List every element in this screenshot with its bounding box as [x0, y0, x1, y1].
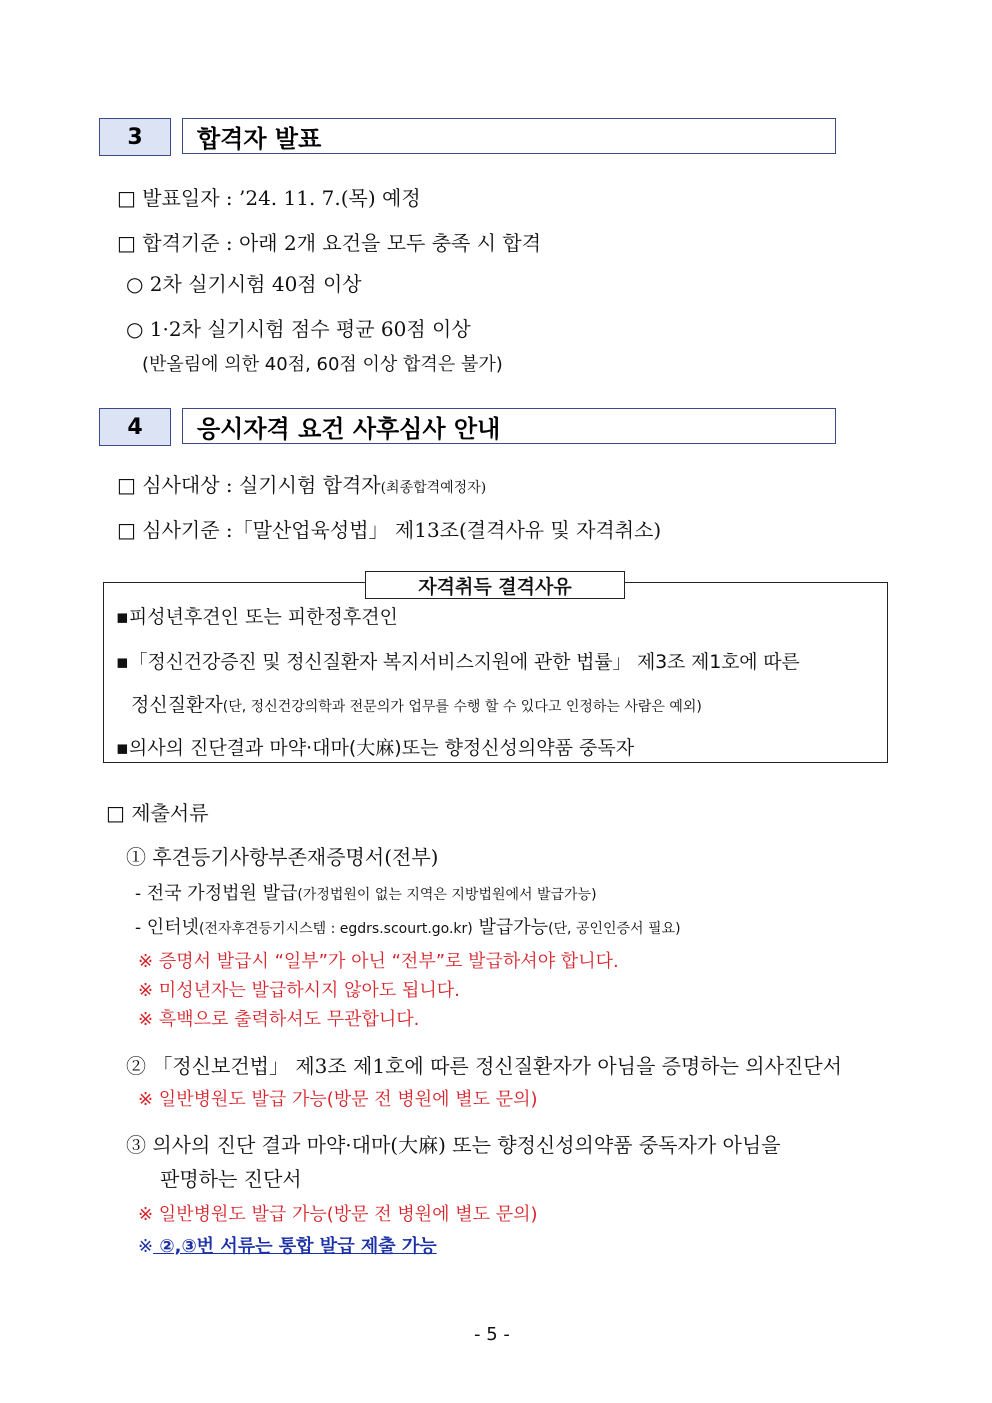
document-2-note: ※ 일반병원도 발급 가능(방문 전 병원에 별도 문의) — [138, 1089, 538, 1110]
review-target-main: □ 심사대상 : 실기시험 합격자 — [117, 473, 381, 497]
announce-date: □ 발표일자 : ’24. 11. 7.(목) 예정 — [117, 186, 421, 210]
page-number: - 5 - — [474, 1324, 510, 1345]
combined-issue-note — [138, 1232, 437, 1258]
pass-criteria: □ 합격기준 : 아래 2개 요건을 모두 충족 시 합격 — [117, 231, 542, 255]
criteria-item-1: ○ 2차 실기시험 40점 이상 — [126, 272, 362, 296]
document-1-sub-2-main: - 인터넷 — [135, 917, 199, 938]
document-1-sub-2-tail-small: (단, 공인인증서 필요) — [548, 921, 681, 937]
disqualification-box-title: 자격취득 결격사유 — [365, 571, 625, 599]
review-target — [117, 469, 486, 498]
section-4-number: 4 — [99, 408, 171, 446]
section-4-title: 응시자격 요건 사후심사 안내 — [182, 408, 836, 444]
document-1-note-2: ※ 미성년자는 발급하시지 않아도 됩니다. — [138, 980, 460, 1001]
document-1-note-1: ※ 증명서 발급시 “일부”가 아닌 “전부”로 발급하셔야 합니다. — [138, 951, 619, 972]
document-2: ② 「정신보건법」 제3조 제1호에 따른 정신질환자가 아님을 증명하는 의사진단서 — [126, 1054, 842, 1078]
disqualification-item-2-line-2 — [131, 690, 702, 717]
document-1-sub-2-tail: 발급가능 — [478, 917, 549, 938]
document-1-sub-1-small: (가정법원이 없는 지역은 지방법원에서 발급가능) — [297, 887, 597, 903]
review-standard: □ 심사기준 :「말산업육성법」 제13조(결격사유 및 자격취소) — [117, 518, 662, 542]
review-target-small: (최종합격예정자) — [380, 480, 487, 496]
document-1: ① 후견등기사항부존재증명서(전부) — [126, 845, 439, 869]
document-1-note-3: ※ 흑백으로 출력하셔도 무관합니다. — [138, 1009, 420, 1030]
criteria-note: (반올림에 의한 40점, 60점 이상 합격은 불가) — [142, 354, 503, 375]
combined-issue-text: ②,③번 서류는 통합 발급 제출 가능 — [153, 1236, 437, 1257]
documents-heading: □ 제출서류 — [106, 801, 209, 825]
disqualification-item-2-small: (단, 정신건강의학과 전문의가 업무를 수행 할 수 있다고 인정하는 사람은 예외) — [222, 699, 702, 715]
document-1-sub-2 — [135, 913, 681, 939]
document-3-note: ※ 일반병원도 발급 가능(방문 전 병원에 별도 문의) — [138, 1204, 538, 1225]
document-3-line-2: 판명하는 진단서 — [160, 1167, 302, 1191]
document-3-line-1: ③ 의사의 진단 결과 마약·대마(大麻) 또는 향정신성의약품 중독자가 아님을 — [126, 1133, 781, 1157]
disqualification-item-1: ▪피성년후견인 또는 피한정후견인 — [116, 606, 398, 628]
section-3-number: 3 — [99, 118, 171, 156]
disqualification-item-2-line-1: ▪「정신건강증진 및 정신질환자 복지서비스지원에 관한 법률」 제3조 제1호에 따른 — [116, 651, 800, 673]
disqualification-item-2-main: 정신질환자 — [131, 694, 223, 716]
document-1-sub-1-main: - 전국 가정법원 발급 — [135, 883, 298, 904]
document-1-sub-2-small: (전자후견등기시스템 : egdrs.scourt.go.kr) — [198, 921, 473, 937]
combined-issue-mark: ※ — [138, 1236, 154, 1257]
disqualification-item-3: ▪의사의 진단결과 마약·대마(大麻)또는 향정신성의약품 중독자 — [116, 737, 635, 759]
document-1-sub-1 — [135, 879, 597, 905]
section-3-title: 합격자 발표 — [182, 118, 836, 154]
criteria-item-2: ○ 1·2차 실기시험 점수 평균 60점 이상 — [126, 317, 471, 341]
